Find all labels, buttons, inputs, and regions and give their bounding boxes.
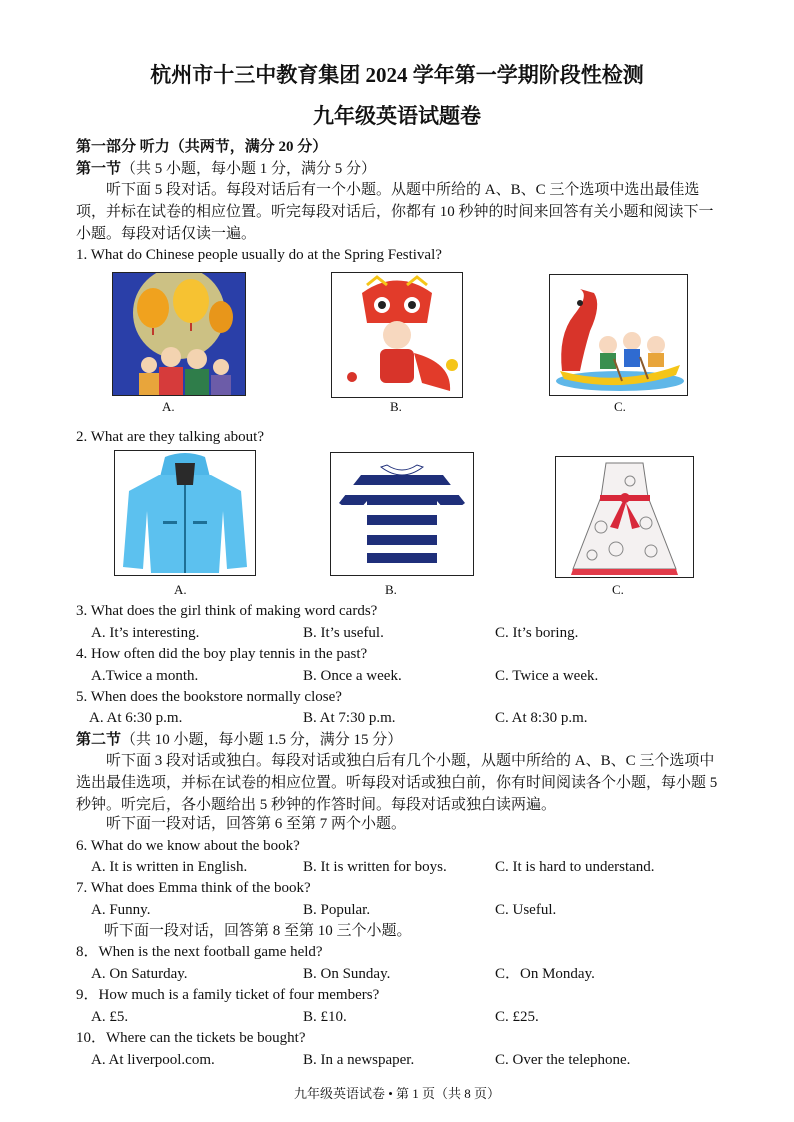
q10-option-a[interactable]: A. At liverpool.com.: [91, 1052, 215, 1068]
q10-option-c[interactable]: C. Over the telephone.: [495, 1052, 631, 1068]
section2-heading: [76, 731, 402, 749]
section2-instructions: 听下面 3 段对话或独白。每段对话或独白后有几个小题，从题中所给的 A、B、C 三个选项中选出最佳选项，并标在试卷的相应位置。听每段对话或独白前，你有时间阅读各个小题，每小题 5 秒钟。听完后，各小题给出 5 秒钟的作答时间。每段对话或独白读两遍。: [76, 753, 718, 813]
question-8: 8．When is the next football game held?: [76, 944, 323, 960]
page-footer: 九年级英语试卷 • 第 1 页（共 8 页）: [293, 1086, 501, 1101]
section2-note-2: 听下面一段对话，回答第 8 至第 10 三个小题。: [104, 923, 412, 939]
q2-label-c: C.: [612, 582, 624, 597]
dragon-boat-illustration: [550, 275, 687, 395]
floral-dress-illustration: [556, 457, 693, 577]
question-5: 5. When does the bookstore normally close?: [76, 689, 342, 705]
q9-option-b[interactable]: B. £10.: [303, 1009, 347, 1025]
question-1: 1. What do Chinese people usually do at the Spring Festival?: [76, 247, 442, 263]
q8-option-a[interactable]: A. On Saturday.: [91, 966, 188, 982]
question-4: 4. How often did the boy play tennis in the past?: [76, 646, 368, 662]
lanterns-family-illustration: [113, 273, 245, 395]
q3-option-a[interactable]: A. It’s interesting.: [91, 625, 200, 641]
q2-option-a-image: [114, 450, 256, 576]
section2-note-1: 听下面一段对话，回答第 6 至第 7 两个小题。: [106, 816, 407, 832]
q7-option-c[interactable]: C. Useful.: [495, 902, 557, 918]
q6-option-b[interactable]: B. It is written for boys.: [303, 859, 447, 875]
q7-option-a[interactable]: A. Funny.: [91, 902, 151, 918]
q5-option-c[interactable]: C. At 8:30 p.m.: [495, 710, 588, 726]
question-6: 6. What do we know about the book?: [76, 838, 300, 854]
q1-option-b-image: [331, 272, 463, 398]
q2-option-c-image: [555, 456, 694, 578]
section1-heading-rest: （共 5 小题，每小题 1 分，满分 5 分）: [121, 161, 377, 177]
striped-shirt-illustration: [331, 453, 473, 575]
section1-heading: [76, 160, 376, 178]
q4-option-b[interactable]: B. Once a week.: [303, 668, 402, 684]
q1-option-c-image: [549, 274, 688, 396]
q7-option-b[interactable]: B. Popular.: [303, 902, 371, 918]
section2-heading-rest: （共 10 小题，每小题 1.5 分，满分 15 分）: [121, 732, 403, 748]
q1-option-a-image: [112, 272, 246, 396]
question-10: 10．Where can the tickets be bought?: [76, 1030, 306, 1046]
q1-label-a: A.: [162, 399, 175, 414]
q8-option-b[interactable]: B. On Sunday.: [303, 966, 391, 982]
q5-option-a[interactable]: A. At 6:30 p.m.: [89, 710, 183, 726]
q9-option-a[interactable]: A. £5.: [91, 1009, 129, 1025]
q2-label-a: A.: [174, 582, 187, 597]
q4-option-a[interactable]: A.Twice a month.: [91, 668, 199, 684]
q2-label-b: B.: [385, 582, 397, 597]
q8-option-c[interactable]: C．On Monday.: [495, 966, 595, 982]
q5-option-b[interactable]: B. At 7:30 p.m.: [303, 710, 396, 726]
q9-option-c[interactable]: C. £25.: [495, 1009, 539, 1025]
q3-option-b[interactable]: B. It’s useful.: [303, 625, 384, 641]
part1-heading: 第一部分 听力（共两节，满分 20 分）: [76, 139, 328, 155]
question-3: 3. What does the girl think of making word cards?: [76, 603, 378, 619]
exam-subtitle: 九年级英语试题卷: [313, 104, 481, 128]
q6-option-c[interactable]: C. It is hard to understand.: [495, 859, 655, 875]
q2-option-b-image: [330, 452, 474, 576]
section1-instructions: 听下面 5 段对话。每段对话后有一个小题。从题中所给的 A、B、C 三个选项中选出最佳选项，并标在试卷的相应位置。听完每段对话后，你都有 10 秒钟的时间来回答有关小题和阅读下一小题。每段对话仅读一遍。: [76, 182, 714, 242]
q1-label-c: C.: [614, 399, 626, 414]
q3-option-c[interactable]: C. It’s boring.: [495, 625, 579, 641]
blue-jacket-illustration: [115, 451, 255, 575]
q1-label-b: B.: [390, 399, 402, 414]
lion-dance-illustration: [332, 273, 462, 397]
section1-heading-bold: 第一节: [76, 161, 122, 177]
section2-heading-bold: 第二节: [76, 732, 122, 748]
q6-option-a[interactable]: A. It is written in English.: [91, 859, 248, 875]
question-9: 9．How much is a family ticket of four members?: [76, 987, 380, 1003]
exam-title: 杭州市十三中教育集团 2024 学年第一学期阶段性检测: [150, 63, 644, 87]
q4-option-c[interactable]: C. Twice a week.: [495, 668, 599, 684]
q10-option-b[interactable]: B. In a newspaper.: [303, 1052, 415, 1068]
question-7: 7. What does Emma think of the book?: [76, 880, 311, 896]
question-2: 2. What are they talking about?: [76, 429, 264, 445]
